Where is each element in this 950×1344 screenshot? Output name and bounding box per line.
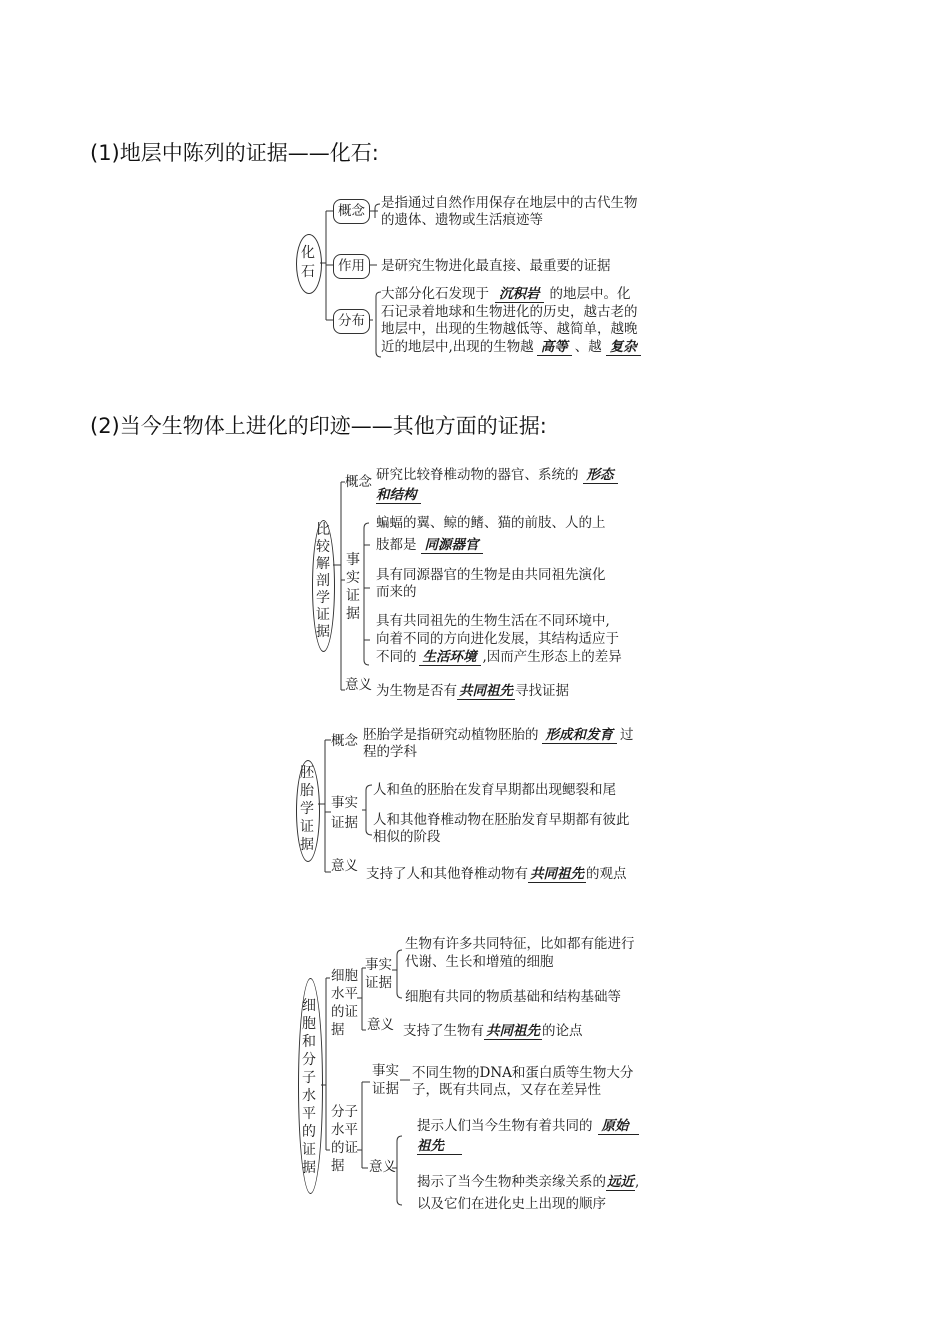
answer-structure: 和结构 <box>376 488 421 504</box>
anatomy-fact1-line-1: 蝙蝠的翼、鲸的鳍、猫的前肢、人的上 <box>376 515 606 531</box>
anatomy-fact3-line-2: 向着不同的方向进化发展，其结构适应于 <box>376 631 619 647</box>
answer-distance: 远近 <box>607 1174 634 1190</box>
fossil-dist-line-1: 大部分化石发现于 沉积岩 的地层中。化 <box>381 286 631 302</box>
fossil-concept-line-2: 的遗体、遗物或生活痕迹等 <box>381 212 543 228</box>
answer-ancestor: 祖先 <box>417 1139 462 1155</box>
embryo-concept-label: 概念 <box>331 733 358 749</box>
answer-living-environment: 生活环境 <box>419 650 481 666</box>
answer-common-ancestor-3: 共同祖先 <box>486 1023 540 1039</box>
molecule-meaning1-line-1: 提示人们当今生物有着共同的 原始 <box>417 1118 639 1135</box>
molecule-fact-line-2: 子，既有共同点，又存在差异性 <box>412 1082 601 1098</box>
fossil-root-char-2: 石 <box>301 264 315 280</box>
molecule-meaning2-line-2: 以及它们在进化史上出现的顺序 <box>417 1196 606 1212</box>
fossil-dist-line-3: 地层中，出现的生物越低等、越简单，越晚 <box>381 321 638 337</box>
molecule-fact-line-1: 不同生物的DNA和蛋白质等生物大分 <box>412 1065 634 1081</box>
answer-formation-development: 形成和发育 <box>542 728 618 744</box>
anatomy-concept-label: 概念 <box>345 474 372 490</box>
answer-higher: 高等 <box>537 340 572 356</box>
anatomy-concept-line-2 <box>376 487 421 504</box>
embryo-concept-line-2: 程的学科 <box>363 744 417 760</box>
fossil-role-box: 作用 <box>333 254 370 279</box>
answer-common-ancestor-1: 共同祖先 <box>459 683 513 699</box>
fossil-concept-box: 概念 <box>333 199 370 224</box>
embryo-fact-label-2: 证据 <box>331 815 358 831</box>
embryo-fact-label-1: 事实 <box>331 795 358 811</box>
embryo-concept-line-1: 胚胎学是指研究动植物胚胎的 形成和发育 过 <box>363 727 634 743</box>
cell-fact1-line-2: 代谢、生长和增殖的细胞 <box>405 954 554 970</box>
fossil-dist-line-2: 石记录着地球和生物进化的历史，越古老的 <box>381 304 638 320</box>
fossil-concept-line-1: 是指通过自然作用保存在地层中的古代生物 <box>381 195 638 211</box>
anatomy-fact2-line-2: 而来的 <box>376 584 417 600</box>
embryo-meaning-text: 支持了人和其他脊椎动物有 共同祖先 的观点 <box>366 866 627 882</box>
answer-primitive: 原始 <box>598 1119 639 1135</box>
anatomy-fact3-line-1: 具有共同祖先的生物生活在不同环境中, <box>376 613 610 629</box>
molecule-meaning1-line-2 <box>417 1138 462 1155</box>
answer-homologous-organ: 同源器官 <box>421 538 483 554</box>
anatomy-meaning-label: 意义 <box>345 677 372 693</box>
answer-form: 形态 <box>583 468 618 484</box>
fossil-distribution-box: 分布 <box>333 309 370 334</box>
answer-sedimentary-rock: 沉积岩 <box>495 287 544 303</box>
fossil-role-text: 是研究生物进化最直接、最重要的证据 <box>381 258 611 274</box>
embryo-fact1: 人和鱼的胚胎在发育早期都出现鳃裂和尾 <box>373 782 616 798</box>
heading-fossil: (1)地层中陈列的证据——化石: <box>90 141 379 165</box>
embryo-fact2-line-2: 相似的阶段 <box>373 829 441 845</box>
embryo-fact2-line-1: 人和其他脊椎动物在胚胎发育早期都有彼此 <box>373 812 630 828</box>
cell-meaning-text: 支持了生物有 共同祖先 的论点 <box>403 1023 583 1039</box>
anatomy-concept-line-1: 研究比较脊椎动物的器官、系统的 形态 <box>376 467 618 484</box>
molecule-meaning2-line-1: 揭示了当今生物种类亲缘关系的远近, <box>417 1174 640 1190</box>
answer-common-ancestor-2: 共同祖先 <box>530 866 584 882</box>
answer-complex: 复杂 <box>606 340 641 356</box>
molecule-meaning-label: 意义 <box>369 1159 396 1175</box>
anatomy-fact1-line-2: 肢都是 同源器官 <box>376 537 483 554</box>
anatomy-fact3-line-3: 不同的 生活环境 ,因而产生形态上的差异 <box>376 649 622 665</box>
anatomy-fact2-line-1: 具有同源器官的生物是由共同祖先演化 <box>376 567 606 583</box>
embryo-meaning-label: 意义 <box>331 858 358 874</box>
cell-fact1-line-1: 生物有许多共同特征，比如都有能进行 <box>405 936 635 952</box>
fossil-dist-line-4: 近的地层中,出现的生物越 高等 、越 复杂 <box>381 339 641 356</box>
anatomy-meaning-text: 为生物是否有 共同祖先 寻找证据 <box>376 683 569 699</box>
fossil-root-char-1: 化 <box>301 245 315 261</box>
cell-meaning-label: 意义 <box>367 1017 394 1033</box>
cell-fact2: 细胞有共同的物质基础和结构基础等 <box>405 989 621 1005</box>
heading-other-evidence: (2)当今生物体上进化的印迹——其他方面的证据: <box>90 414 547 438</box>
